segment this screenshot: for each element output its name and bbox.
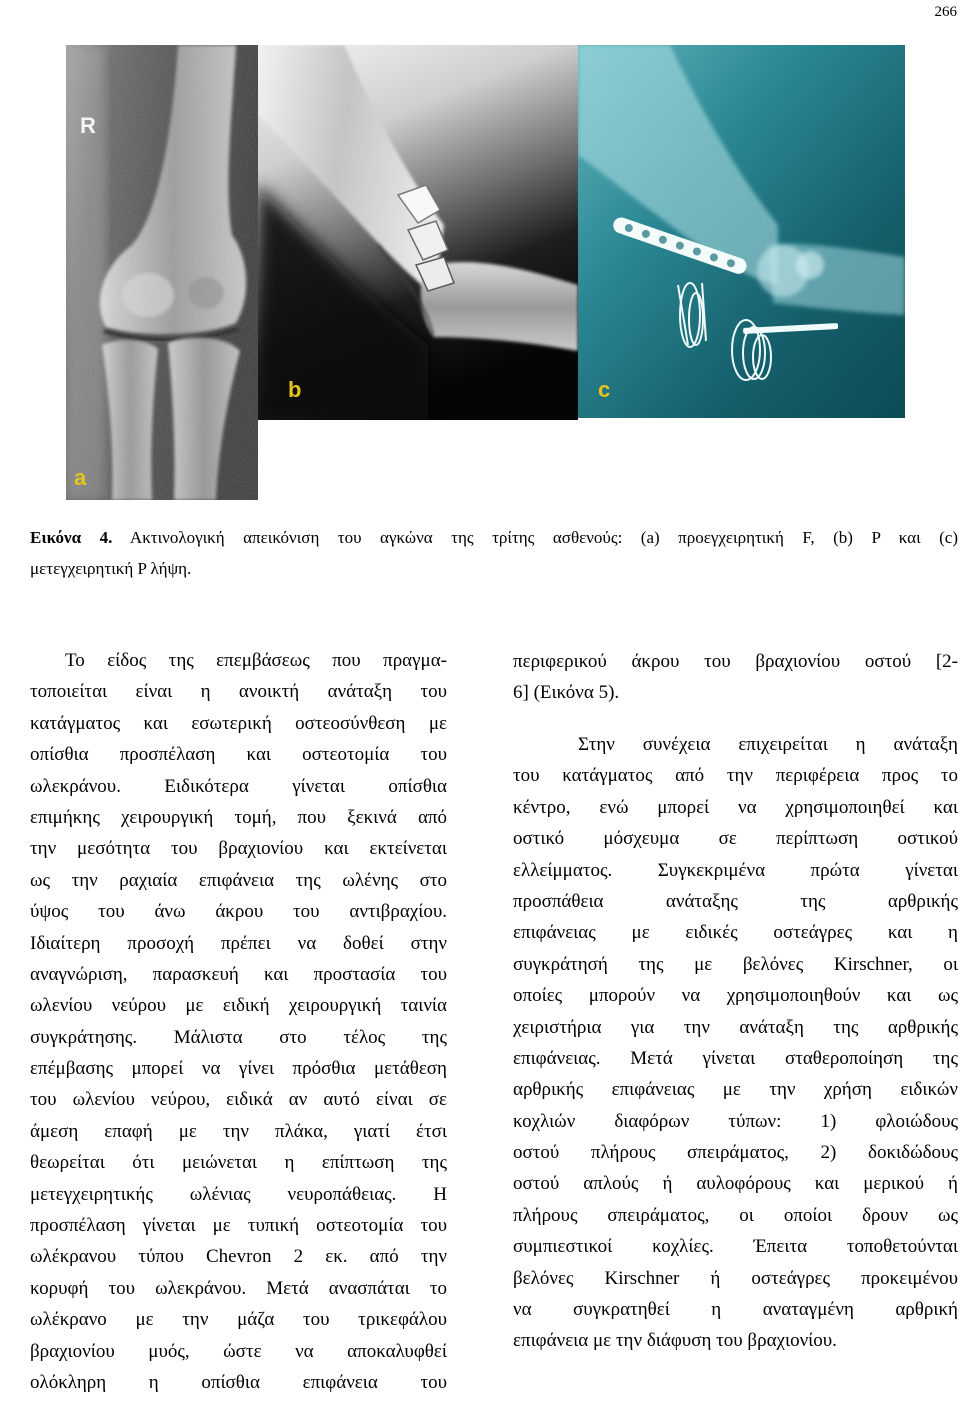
text-line: επιφάνεια με την διάφυση του βραχιονίου.: [513, 1330, 837, 1352]
text-line: επιμήκης χειρουργική τομή, που ξεκινά από: [30, 806, 447, 828]
figure-caption: [30, 522, 958, 584]
page-number: 266: [934, 4, 957, 20]
text-line: κοχλιών διαφόρων τύπων: 1) φλοιώδους: [513, 1110, 958, 1132]
text-line: κατάγματος και εσωτερική οστεοσύνθεση με: [30, 712, 447, 734]
text-line: ύψος του άνω άκρου του αντιβραχίου.: [30, 901, 447, 923]
text-line: επέμβασης μπορεί να γίνει πρόσθια μετάθεση: [30, 1058, 447, 1080]
xray-image-c: [578, 45, 905, 418]
text-line: μετεγχειρητικής ωλένιας νευροπάθειας. Η: [30, 1183, 447, 1205]
text-line: βελόνες Kirschner ή οστεάγρες προκειμένου: [513, 1267, 958, 1289]
text-line: ωλεκράνου. Ειδικότερα γίνεται οπίσθια: [30, 775, 447, 797]
text-line: συγκράτησης. Μάλιστα στο τέλος της: [30, 1026, 447, 1048]
text-line: χειριστήρια για την ανάταξη της αρθρικής: [513, 1016, 958, 1038]
text-line: οστικό μόσχευμα σε περίπτωση οστικού: [513, 828, 958, 850]
text-line: ολόκληρη η οπίσθια επιφάνεια του: [30, 1371, 447, 1393]
text-line: συμπιεστικοί κοχλίες. Έπειτα τοποθετούνται: [513, 1236, 958, 1258]
text-line: κέντρο, ενώ μπορεί να χρησιμοποιηθεί και: [513, 796, 958, 818]
xray-panel-a: [66, 45, 258, 500]
text-line: ωλέκρανο με την μάζα του τρικεφάλου: [30, 1309, 447, 1331]
text-line: προσπάθεια ανάταξης της αρθρικής: [513, 890, 958, 912]
text-line: συγκράτησή της με βελόνες Kirschner, οι: [513, 953, 958, 975]
text-line: περιφερικού άκρου του βραχιονίου οστού [2-: [513, 651, 958, 672]
text-line: ως την ραχιαία επιφάνεια της ωλένης στο: [30, 869, 447, 891]
xray-image-a: [66, 45, 258, 500]
text-line: κορυφή του ωλεκράνου. Μετά ανασπάται το: [30, 1277, 447, 1299]
text-line: επιφάνειας. Μετά γίνεται σταθεροποίηση της: [513, 1047, 958, 1069]
caption-label: Εικόνα 4.: [30, 528, 113, 547]
caption-text: Ακτινολογική απεικόνιση του αγκώνα της τρίτης ασθενούς: (a) προεγχειρητική F, (b) P και (c): [129, 528, 958, 547]
right-column-paragraph: [513, 729, 958, 1357]
text-line: προσπέλαση γίνεται με τυπική οστεοτομία του: [30, 1215, 447, 1237]
xray-panel-b: [258, 45, 578, 420]
text-line: ωλέκρανου τύπου Chevron 2 εκ. από την: [30, 1246, 447, 1268]
text-line: αναγνώριση, παρασκευή και προστασία του: [30, 963, 447, 985]
left-column: [30, 645, 447, 1398]
panel-label-a: a: [74, 465, 87, 490]
text-line: οπίσθια προσπέλαση και οστεοτομία του: [30, 744, 447, 766]
right-column-top: [513, 646, 958, 709]
text-line: ελλείμματος. Συγκεκριμένα πρώτα γίνεται: [513, 859, 958, 881]
text-line: πλήρους σπειράματος, οι οποίοι δρουν ως: [513, 1204, 958, 1226]
text-line: ωλενίου νεύρου με ειδική χειρουργική ταινία: [30, 995, 447, 1017]
text-line: βραχιονίου μυός, ώστε να αποκαλυφθεί: [30, 1340, 447, 1362]
joint-condyle: [796, 251, 824, 279]
text-line: άμεση επαφή με την πλάκα, γιατί έτσι: [30, 1120, 447, 1142]
text-line: οστού πλήρους σπειράματος, 2) δοκιδώδους: [513, 1142, 958, 1164]
text-line: Το είδος της επεμβάσεως που πραγμα-: [65, 650, 447, 671]
text-line: του ωλενίου νεύρου, ειδικά αν αυτό είναι σε: [30, 1089, 447, 1111]
text-line: 6] (Εικόνα 5).: [513, 682, 620, 704]
panel-label-c: c: [598, 377, 611, 402]
text-line: οστού απλούς ή αυλοφόρους και μερικού ή: [513, 1173, 958, 1195]
text-line: θεωρείται ότι μειώνεται η επίπτωση της: [30, 1152, 447, 1174]
panel-label-b: b: [288, 377, 302, 402]
text-line: να συγκρατηθεί η αναταγμένη αρθρική: [513, 1299, 958, 1321]
side-marker: R: [80, 113, 96, 138]
text-line: Στην συνέχεια επιχειρείται η ανάταξη: [578, 734, 958, 755]
caption-line: μετεγχειρητική P λήψη.: [30, 559, 192, 578]
text-line: οποίες μπορούν να χρησιμοποιηθούν και ως: [513, 985, 958, 1007]
text-line: τοποιείται είναι η ανοικτή ανάταξη του: [30, 681, 447, 703]
text-line: Ιδιαίτερη προσοχή πρέπει να δοθεί στην: [30, 932, 447, 954]
xray-image-b: [258, 45, 578, 420]
text-line: αρθρικής επιφάνειας με την χρήση ειδικών: [513, 1079, 958, 1101]
text-line: του κατάγματος από την περιφέρεια προς το: [513, 765, 958, 787]
caption-line: [30, 522, 958, 553]
xray-panel-c: [578, 45, 905, 418]
text-line: την μεσότητα του βραχιονίου και εκτείνεται: [30, 838, 447, 860]
text-line: επιφάνειας με ειδικές οστεάγρες και η: [513, 922, 958, 944]
